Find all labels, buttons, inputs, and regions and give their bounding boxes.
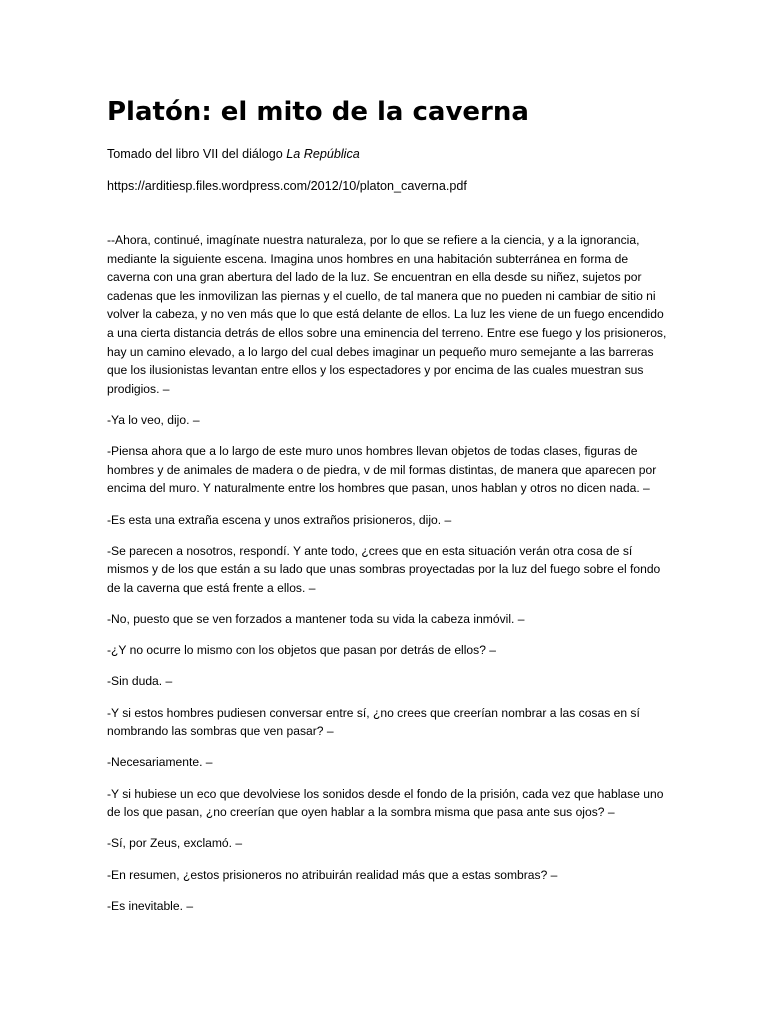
paragraph: -Es esta una extraña escena y unos extraños prisioneros, dijo. – [107, 512, 452, 527]
paragraph: -Sin duda. – [107, 674, 173, 689]
paragraph: -No, puesto que se ven forzados a mantener toda su vida la cabeza inmóvil. – [107, 612, 525, 627]
document-subtitle [107, 145, 360, 163]
paragraph: -¿Y no ocurre lo mismo con los objetos que pasan por detrás de ellos? – [107, 643, 497, 658]
document-title: Platón: el mito de la caverna [107, 97, 529, 127]
document-body [107, 231, 669, 928]
paragraph: -Necesariamente. – [107, 755, 213, 770]
paragraph: -Ya lo veo, dijo. – [107, 412, 200, 427]
paragraph: -Y si estos hombres pudiesen conversar entre sí, ¿no crees que creerían nombrar a las cosas en sí nombrando las sombras que ven pasar? – [107, 705, 640, 739]
paragraph: -Piensa ahora que a lo largo de este muro unos hombres llevan objetos de todas clases, figuras de hombres y de animales de madera o de piedra, v de mil formas distintas, de manera que aparecen por encima del muro. Y naturalmente entre los hombres que pasan, unos hablan y otros no dicen nada. – [107, 444, 657, 496]
work-title: La República [286, 147, 360, 161]
paragraph: -Se parecen a nosotros, respondí. Y ante todo, ¿crees que en esta situación verán otra cosa de sí mismos y de los que están a su lado que unas sombras proyectadas por la luz del fuego sobre el fondo de la caverna que está frente a ellos. – [107, 543, 661, 595]
paragraph: -Y si hubiese un eco que devolviese los sonidos desde el fondo de la prisión, cada vez que hablase uno de los que pasan, ¿no creerían que oyen hablar a la sombra misma que pasa ante sus ojos? – [107, 786, 664, 820]
paragraph: -En resumen, ¿estos prisioneros no atribuirán realidad más que a estas sombras? – [107, 867, 558, 882]
source-url: https://arditiesp.files.wordpress.com/2012/10/platon_caverna.pdf [107, 179, 467, 193]
paragraph: -Sí, por Zeus, exclamó. – [107, 836, 243, 851]
paragraph: --Ahora, continué, imagínate nuestra naturaleza, por lo que se refiere a la ciencia, y a la ignorancia, mediante la siguiente escena. Imagina unos hombres en una habitación subterránea en forma de caverna con una gran abertura del lado de la luz. Se encuentran en ella desde su niñez, sujetos por cadenas que les inmovilizan las piernas y el cuello, de tal manera que no pueden ni cambiar de sitio ni volver la cabeza, y no ven más que lo que está delante de ellos. La luz les viene de un fuego encendido a una cierta distancia detrás de ellos sobre una eminencia del terreno. Entre ese fuego y los prisioneros, hay un camino elevado, a lo largo del cual debes imaginar un pequeño muro semejante a las barreras que los ilusionistas levantan entre ellos y los espectadores y por encima de las cuales muestran sus prodigios. – [107, 233, 667, 396]
subtitle-prefix: Tomado del libro VII del diálogo [107, 147, 287, 161]
paragraph: -Es inevitable. – [107, 898, 194, 913]
